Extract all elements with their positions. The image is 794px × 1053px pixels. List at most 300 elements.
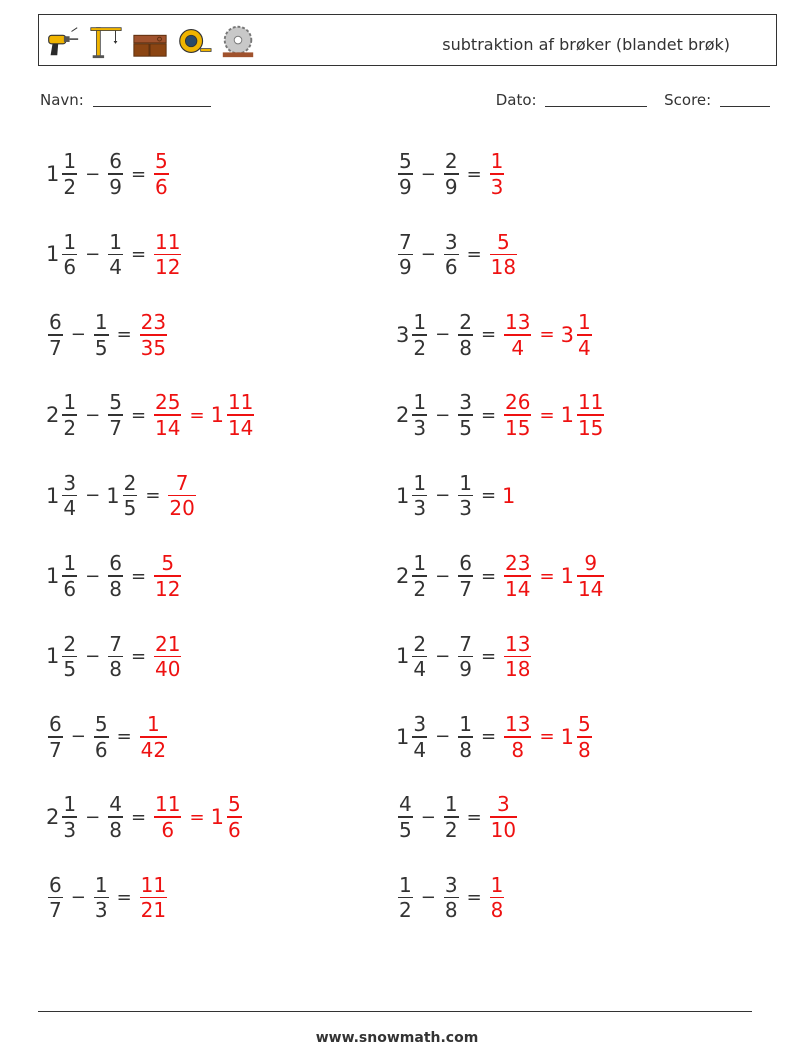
answer-fraction <box>154 390 181 440</box>
minuend-fraction-numerator: 1 <box>413 551 427 576</box>
subtrahend-fraction <box>458 551 473 601</box>
minuend-whole: 2 <box>46 403 60 428</box>
subtrahend-fraction-numerator: 4 <box>109 792 122 817</box>
mixed-answer-fraction <box>227 792 242 842</box>
answer-equals-sign: = <box>189 806 205 828</box>
minus-sign: − <box>435 645 451 667</box>
answer-fraction-numerator: 23 <box>505 551 531 576</box>
minuend-fraction-numerator: 3 <box>413 712 427 737</box>
answer <box>138 310 169 360</box>
minuend-fraction-numerator: 5 <box>399 149 412 174</box>
answer-equals-sign: = <box>539 565 555 587</box>
answer-fraction-denominator: 10 <box>490 817 517 842</box>
mixed-answer-fraction-numerator: 1 <box>577 310 591 335</box>
minuend-fraction <box>412 712 427 762</box>
minuend-fraction-denominator: 3 <box>63 817 77 842</box>
minuend-fraction-numerator: 1 <box>63 229 77 254</box>
mixed-answer-fraction-denominator: 15 <box>577 415 604 440</box>
mixed-answer-fraction-numerator: 5 <box>577 712 591 737</box>
equals-sign: = <box>480 565 497 587</box>
header-box <box>38 14 777 66</box>
answer-fraction-numerator: 1 <box>147 712 160 737</box>
minuend-whole: 1 <box>46 564 60 588</box>
subtrahend-fraction-denominator: 8 <box>459 737 472 762</box>
answer <box>502 712 594 762</box>
subtrahend-fraction-numerator: 5 <box>109 390 122 415</box>
problem-item <box>396 544 606 608</box>
subtrahend-fraction <box>108 390 123 440</box>
answer <box>152 632 183 682</box>
minuend-fraction-denominator: 3 <box>413 415 427 440</box>
answer-fraction-numerator: 11 <box>155 229 181 254</box>
minuend-fraction-denominator: 9 <box>399 255 412 280</box>
minuend-fraction <box>48 310 63 360</box>
subtrahend-whole: 1 <box>106 483 120 508</box>
subtrahend-fraction <box>123 471 138 521</box>
minuend-fraction-denominator: 2 <box>63 415 77 440</box>
minus-sign: − <box>70 726 86 748</box>
minuend-fraction <box>412 471 427 521</box>
subtrahend-fraction-numerator: 1 <box>444 792 458 817</box>
minuend-fraction-denominator: 2 <box>413 335 427 360</box>
answer-fraction <box>490 873 505 923</box>
minuend-fraction <box>62 149 77 199</box>
equals-sign: = <box>466 163 482 185</box>
answer <box>152 149 171 199</box>
answer-fraction <box>140 712 167 762</box>
answer-fraction-numerator: 13 <box>505 712 531 737</box>
answer <box>166 471 197 521</box>
subtrahend-fraction <box>108 230 123 280</box>
problem-item <box>46 303 169 367</box>
subtrahend-fraction <box>108 792 123 842</box>
answer-fraction <box>154 551 181 601</box>
answer-fraction-denominator: 8 <box>511 737 525 762</box>
problem-item <box>46 705 169 769</box>
problem-item <box>396 785 519 849</box>
minuend-fraction-denominator: 9 <box>399 174 412 199</box>
minuend-fraction-numerator: 3 <box>63 470 77 495</box>
answer-fraction-numerator: 13 <box>505 631 531 656</box>
minus-sign: − <box>420 243 436 265</box>
minus-sign: − <box>85 163 101 185</box>
score-blank[interactable] <box>720 92 770 107</box>
minuend-whole: 1 <box>396 644 410 669</box>
answer-fraction <box>490 149 505 199</box>
minuend-fraction-numerator: 2 <box>413 631 427 656</box>
mixed-answer-fraction <box>577 390 604 440</box>
worksheet-title: subtraktion af brøker (blandet brøk) <box>442 35 730 54</box>
mixed-answer-fraction <box>577 310 592 360</box>
equals-sign: = <box>130 243 147 265</box>
answer <box>488 230 519 280</box>
minuend-fraction <box>62 230 77 280</box>
equals-sign: = <box>466 806 482 828</box>
answer-fraction-denominator: 20 <box>169 496 195 521</box>
answer-fraction-denominator: 6 <box>155 174 168 199</box>
subtrahend-fraction-denominator: 9 <box>444 174 458 199</box>
minuend-fraction-numerator: 6 <box>49 712 62 737</box>
equals-sign: = <box>466 887 482 909</box>
answer-fraction <box>168 471 195 521</box>
answer-fraction <box>140 873 167 923</box>
minus-sign: − <box>85 565 101 587</box>
answer-fraction-numerator: 5 <box>161 551 175 576</box>
equals-sign: = <box>145 485 161 507</box>
minuend-fraction-numerator: 1 <box>63 390 77 415</box>
minuend-whole: 2 <box>46 805 60 830</box>
minus-sign: − <box>85 243 101 265</box>
subtrahend-fraction <box>458 390 473 440</box>
subtrahend-fraction <box>444 149 459 199</box>
subtrahend-fraction-denominator: 8 <box>444 898 458 923</box>
minuend-fraction-numerator: 1 <box>63 551 77 576</box>
mixed-answer-fraction-denominator: 14 <box>227 415 254 440</box>
answer <box>502 632 533 682</box>
minus-sign: − <box>85 404 101 426</box>
subtrahend-fraction-numerator: 3 <box>459 390 472 415</box>
problem-item <box>396 624 533 688</box>
answer-fraction <box>504 632 531 682</box>
subtrahend-fraction-denominator: 4 <box>109 255 122 280</box>
minus-sign: − <box>420 163 436 185</box>
subtrahend-fraction-numerator: 3 <box>444 229 458 254</box>
equals-sign: = <box>466 243 482 265</box>
subtrahend-fraction-numerator: 1 <box>94 872 108 897</box>
answer-fraction <box>154 149 169 199</box>
mixed-answer-whole: 1 <box>560 724 574 749</box>
mixed-answer-whole: 1 <box>560 564 574 588</box>
subtrahend-fraction <box>108 632 123 682</box>
answer-fraction-denominator: 15 <box>505 415 531 440</box>
minus-sign: − <box>420 887 436 909</box>
minuend-fraction-numerator: 1 <box>399 872 412 897</box>
minus-sign: − <box>85 806 101 828</box>
answer-fraction <box>490 230 517 280</box>
minuend-fraction <box>62 632 77 682</box>
problem-item <box>396 222 519 286</box>
subtrahend-fraction <box>108 551 123 601</box>
minuend-fraction <box>412 551 427 601</box>
subtrahend-fraction-denominator: 8 <box>109 576 122 601</box>
equals-sign: = <box>130 645 147 667</box>
answer-fraction-denominator: 18 <box>490 255 517 280</box>
answer-fraction-denominator: 14 <box>155 415 181 440</box>
subtrahend-fraction-denominator: 6 <box>94 737 108 762</box>
subtrahend-fraction-numerator: 6 <box>109 551 122 576</box>
minuend-whole: 2 <box>396 403 410 428</box>
minuend-fraction-numerator: 1 <box>413 310 427 335</box>
mixed-answer-fraction-numerator: 11 <box>227 390 254 415</box>
mixed-answer-fraction-denominator: 8 <box>577 737 591 762</box>
mixed-answer-fraction-denominator: 4 <box>577 335 591 360</box>
answer-fraction-numerator: 1 <box>490 149 504 174</box>
subtrahend-fraction-denominator: 8 <box>459 335 472 360</box>
minuend-whole: 1 <box>46 162 60 186</box>
tape-measure-icon <box>175 22 213 60</box>
subtrahend-fraction-numerator: 2 <box>459 310 472 335</box>
name-label: Navn: <box>40 91 84 109</box>
mixed-answer-fraction-denominator: 6 <box>227 817 241 842</box>
minuend-fraction-numerator: 7 <box>399 229 412 254</box>
equals-sign: = <box>130 565 147 587</box>
answer-fraction <box>154 792 181 842</box>
mixed-answer-whole: 1 <box>210 805 224 830</box>
date-score-fields <box>496 91 770 109</box>
minuend-fraction-denominator: 7 <box>49 898 62 923</box>
answer-fraction-denominator: 42 <box>140 737 167 762</box>
minuend-fraction <box>62 390 77 440</box>
subtrahend-fraction-numerator: 1 <box>459 712 472 737</box>
subtrahend-fraction <box>458 471 473 521</box>
subtrahend-fraction-numerator: 5 <box>94 712 108 737</box>
minus-sign: − <box>435 726 451 748</box>
answer-equals-sign: = <box>189 404 205 426</box>
answer <box>152 230 183 280</box>
date-label: Dato: <box>495 91 537 109</box>
subtrahend-fraction-numerator: 7 <box>109 631 122 656</box>
minuend-fraction <box>62 471 77 521</box>
subtrahend-fraction-numerator: 1 <box>459 470 472 495</box>
subtrahend-fraction-denominator: 8 <box>109 657 122 682</box>
answer-fraction <box>504 551 531 601</box>
minuend-fraction-numerator: 2 <box>63 631 77 656</box>
problem-item <box>396 464 516 528</box>
minuend-fraction <box>398 873 413 923</box>
mixed-answer-whole: 3 <box>560 322 574 347</box>
equals-sign: = <box>130 806 147 828</box>
answer <box>488 873 507 923</box>
minuend-fraction-denominator: 4 <box>63 496 77 521</box>
problem-item <box>396 142 506 206</box>
answer-fraction-numerator: 21 <box>155 631 181 656</box>
equals-sign: = <box>130 404 147 426</box>
answer-fraction-numerator: 5 <box>497 229 510 254</box>
answer-fraction-denominator: 18 <box>505 657 531 682</box>
problem-item <box>46 624 183 688</box>
answer <box>488 792 519 842</box>
answer-fraction <box>154 632 181 682</box>
answer-fraction-denominator: 40 <box>155 657 181 682</box>
answer <box>138 873 169 923</box>
subtrahend-fraction-denominator: 7 <box>459 576 472 601</box>
header-icons <box>43 19 257 63</box>
mixed-answer-whole: 1 <box>560 403 574 428</box>
drill-icon <box>43 22 81 60</box>
saw-blade-icon <box>219 22 257 60</box>
minuend-fraction <box>48 873 63 923</box>
minuend-whole: 1 <box>46 644 60 669</box>
minuend-fraction-denominator: 2 <box>413 576 427 601</box>
answer-fraction-numerator: 25 <box>155 390 181 415</box>
minus-sign: − <box>70 887 86 909</box>
subtrahend-fraction <box>458 712 473 762</box>
subtrahend-fraction <box>458 632 473 682</box>
answer-fraction-denominator: 8 <box>490 898 504 923</box>
name-blank[interactable] <box>93 92 211 107</box>
answer-fraction-numerator: 7 <box>175 470 189 495</box>
mixed-answer-fraction <box>227 390 254 440</box>
answer <box>502 390 606 440</box>
problem-item <box>396 705 594 769</box>
minuend-whole: 1 <box>396 483 410 508</box>
footer-divider <box>38 1011 752 1012</box>
answer <box>152 792 244 842</box>
mixed-answer-fraction-numerator: 9 <box>584 551 598 576</box>
minuend-fraction <box>412 632 427 682</box>
subtrahend-fraction <box>444 873 459 923</box>
problem-item <box>46 383 256 447</box>
subtrahend-fraction-denominator: 8 <box>109 817 122 842</box>
subtrahend-fraction-denominator: 2 <box>444 817 458 842</box>
minuend-fraction-numerator: 1 <box>413 390 427 415</box>
answer-equals-sign: = <box>539 404 555 426</box>
minuend-fraction-denominator: 6 <box>63 576 77 601</box>
minuend-fraction-denominator: 5 <box>399 817 412 842</box>
answer-fraction-denominator: 14 <box>505 576 531 601</box>
answer-fraction-denominator: 12 <box>155 576 181 601</box>
answer-fraction <box>504 712 531 762</box>
minus-sign: − <box>70 324 86 346</box>
minuend-whole: 1 <box>46 483 60 508</box>
answer-fraction-numerator: 26 <box>505 390 531 415</box>
subtrahend-fraction-denominator: 3 <box>94 898 108 923</box>
subtrahend-fraction <box>458 310 473 360</box>
mixed-answer-fraction-denominator: 14 <box>577 576 604 601</box>
minuend-fraction-denominator: 4 <box>413 657 427 682</box>
answer-fraction-numerator: 13 <box>505 310 531 335</box>
minuend-fraction <box>62 792 77 842</box>
mixed-answer-fraction-numerator: 5 <box>227 792 241 817</box>
equals-sign: = <box>480 324 497 346</box>
answer-fraction <box>504 390 531 440</box>
mixed-answer-fraction-numerator: 11 <box>577 390 604 415</box>
subtrahend-fraction-numerator: 2 <box>123 470 137 495</box>
problem-item <box>46 785 244 849</box>
subtrahend-fraction-denominator: 9 <box>109 174 122 199</box>
subtrahend-fraction-numerator: 3 <box>444 872 458 897</box>
answer <box>502 551 606 601</box>
minuend-whole: 3 <box>396 322 410 347</box>
problem-item <box>46 464 198 528</box>
answer-fraction-denominator: 3 <box>490 174 504 199</box>
score-label: Score: <box>664 91 712 109</box>
answer <box>138 712 169 762</box>
minuend-fraction-denominator: 2 <box>63 174 77 199</box>
subtrahend-fraction-denominator: 5 <box>123 496 137 521</box>
subtrahend-fraction <box>108 149 123 199</box>
answer-fraction-numerator: 5 <box>155 149 168 174</box>
answer-equals-sign: = <box>539 726 555 748</box>
subtrahend-fraction-denominator: 5 <box>94 335 108 360</box>
answer-fraction-denominator: 35 <box>140 335 167 360</box>
minus-sign: − <box>85 485 101 507</box>
answer-fraction-numerator: 23 <box>140 310 167 335</box>
minus-sign: − <box>435 324 451 346</box>
answer <box>152 551 183 601</box>
answer-fraction-denominator: 21 <box>140 898 167 923</box>
minuend-whole: 1 <box>396 724 410 749</box>
minuend-fraction-denominator: 2 <box>399 898 412 923</box>
answer <box>502 484 516 508</box>
minuend-fraction <box>412 310 427 360</box>
minuend-fraction <box>398 149 413 199</box>
equals-sign: = <box>480 485 497 507</box>
date-blank[interactable] <box>545 92 647 107</box>
subtrahend-fraction-denominator: 9 <box>459 657 472 682</box>
minuend-fraction-denominator: 4 <box>413 737 427 762</box>
minuend-fraction <box>398 792 413 842</box>
answer-fraction-numerator: 11 <box>155 792 181 817</box>
subtrahend-fraction-denominator: 6 <box>444 255 458 280</box>
problem-item <box>46 142 171 206</box>
subtrahend-fraction-numerator: 1 <box>109 229 122 254</box>
minus-sign: − <box>435 485 451 507</box>
minus-sign: − <box>435 404 451 426</box>
equals-sign: = <box>480 404 497 426</box>
wood-planks-icon <box>131 22 169 60</box>
answer <box>152 390 256 440</box>
answer-fraction-denominator: 12 <box>155 255 181 280</box>
equals-sign: = <box>116 324 132 346</box>
answer <box>488 149 507 199</box>
equals-sign: = <box>116 887 132 909</box>
answer-fraction <box>154 230 181 280</box>
problem-item <box>396 866 506 930</box>
minuend-whole: 1 <box>46 242 60 267</box>
minuend-fraction-numerator: 1 <box>63 149 77 174</box>
name-field <box>40 91 211 109</box>
minuend-whole: 2 <box>396 564 410 588</box>
crane-icon <box>87 22 125 60</box>
minus-sign: − <box>435 565 451 587</box>
answer-fraction <box>504 310 531 360</box>
footer-url: www.snowmath.com <box>315 1030 479 1046</box>
subtrahend-fraction <box>444 792 459 842</box>
minuend-fraction <box>412 390 427 440</box>
minuend-fraction-denominator: 3 <box>413 496 427 521</box>
mixed-answer-fraction <box>577 551 604 601</box>
minus-sign: − <box>420 806 436 828</box>
subtrahend-fraction-numerator: 1 <box>94 310 108 335</box>
problem-item <box>46 222 183 286</box>
minuend-fraction-numerator: 6 <box>49 872 62 897</box>
subtrahend-fraction <box>94 873 109 923</box>
subtrahend-fraction-denominator: 3 <box>459 496 472 521</box>
subtrahend-fraction-numerator: 6 <box>109 149 122 174</box>
answer-fraction-denominator: 4 <box>511 335 525 360</box>
answer-whole: 1 <box>502 483 516 508</box>
minuend-fraction <box>398 230 413 280</box>
minuend-fraction <box>48 712 63 762</box>
minuend-fraction <box>62 551 77 601</box>
minuend-fraction-numerator: 6 <box>49 310 62 335</box>
answer-fraction-denominator: 6 <box>161 817 175 842</box>
minus-sign: − <box>85 645 101 667</box>
subtrahend-fraction-numerator: 7 <box>459 631 472 656</box>
equals-sign: = <box>480 645 497 667</box>
answer-fraction <box>140 310 167 360</box>
subtrahend-fraction-denominator: 7 <box>109 415 122 440</box>
problem-item <box>46 866 169 930</box>
answer-fraction-numerator: 11 <box>140 872 167 897</box>
answer-fraction-numerator: 3 <box>497 792 510 817</box>
problem-item <box>396 303 594 367</box>
subtrahend-fraction-numerator: 2 <box>444 149 458 174</box>
subtrahend-fraction <box>94 712 109 762</box>
subtrahend-fraction <box>444 230 459 280</box>
mixed-answer-whole: 1 <box>210 403 224 428</box>
